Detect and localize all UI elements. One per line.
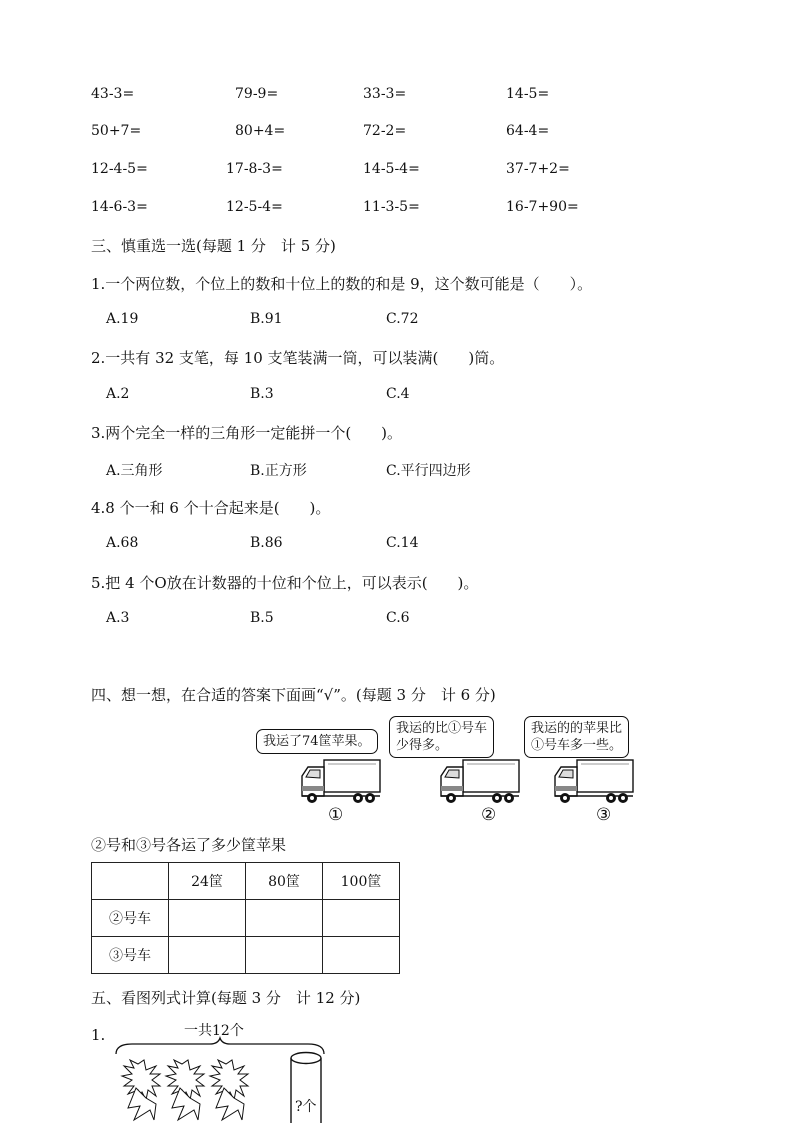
total-label: 一共12个 <box>184 1023 244 1039</box>
question-4: 4.8 个一和 6 个十合起来是( )。 <box>91 499 331 517</box>
calc-item: 79-9= <box>235 86 279 102</box>
section3-heading: 三、慎重选一选(每题 1 分 计 5 分) <box>91 237 336 255</box>
bubble-line: 少得多。 <box>396 738 449 753</box>
calc-item: 16-7+90= <box>506 199 579 215</box>
option-a: A.三角形 <box>106 463 163 479</box>
bubble-line: 我运了74筐苹果。 <box>263 734 371 749</box>
calc-item: 14-5= <box>506 86 550 102</box>
table-header-row <box>92 863 400 900</box>
truck-label: ① <box>328 805 344 825</box>
truck-icon <box>437 758 521 806</box>
option-a: A.19 <box>106 311 139 327</box>
question-2: 2.一共有 32 支笔，每 10 支笔装满一筒，可以装满( )筒。 <box>91 349 505 367</box>
bubble-line: 我运的的苹果比 <box>531 721 623 736</box>
answer-cell[interactable] <box>169 900 246 937</box>
answer-table <box>91 862 400 974</box>
table-header-cell <box>92 863 169 900</box>
bubble-line: 我运的比①号车 <box>396 721 488 736</box>
calc-item: 37-7+2= <box>506 161 570 177</box>
option-b: B.91 <box>250 311 283 327</box>
cylinder-label: ?个 <box>295 1099 317 1115</box>
answer-cell[interactable] <box>323 937 400 974</box>
calc-item: 33-3= <box>363 86 407 102</box>
table-row <box>92 937 400 974</box>
calc-item: 72-2= <box>363 123 407 139</box>
section4-heading: 四、想一想，在合适的答案下面画“√”。(每题 3 分 计 6 分) <box>91 686 496 704</box>
speech-bubble-truck-3 <box>524 716 629 758</box>
calc-item: 14-5-4= <box>363 161 420 177</box>
option-c: C.6 <box>386 610 410 626</box>
option-b: B.5 <box>250 610 274 626</box>
option-a: A.2 <box>106 386 130 402</box>
calc-item: 43-3= <box>91 86 135 102</box>
fruit-bunch-icon <box>118 1058 258 1123</box>
table-caption: ②号和③号各运了多少筐苹果 <box>91 836 287 854</box>
table-row <box>92 900 400 937</box>
option-c: C.72 <box>386 311 419 327</box>
truck-label: ③ <box>596 805 612 825</box>
option-a: A.68 <box>106 535 139 551</box>
answer-cell[interactable] <box>246 900 323 937</box>
speech-bubble-truck-1 <box>256 729 378 754</box>
option-b: B.86 <box>250 535 283 551</box>
calc-item: 80+4= <box>235 123 286 139</box>
answer-cell[interactable] <box>323 900 400 937</box>
option-b: B.3 <box>250 386 274 402</box>
row-label: ③号车 <box>92 937 169 974</box>
option-c: C.14 <box>386 535 419 551</box>
calc-item: 11-3-5= <box>363 199 420 215</box>
option-b: B.正方形 <box>250 463 307 479</box>
calc-item: 14-6-3= <box>91 199 148 215</box>
question-5: 5.把 4 个O放在计数器的十位和个位上，可以表示( )。 <box>91 574 479 592</box>
question-1: 1.一个两位数，个位上的数和十位上的数的和是 9，这个数可能是（ ）。 <box>91 275 593 293</box>
option-c: C.4 <box>386 386 410 402</box>
calc-item: 12-5-4= <box>226 199 283 215</box>
table-header-cell: 24筐 <box>169 863 246 900</box>
question-3: 3.两个完全一样的三角形一定能拼一个( )。 <box>91 424 403 442</box>
section5-heading: 五、看图列式计算(每题 3 分 计 12 分) <box>91 989 361 1007</box>
calc-item: 12-4-5= <box>91 161 148 177</box>
calc-item: 17-8-3= <box>226 161 283 177</box>
truck-icon <box>298 758 382 806</box>
answer-cell[interactable] <box>246 937 323 974</box>
calc-item: 50+7= <box>91 123 142 139</box>
table-header-cell: 80筐 <box>246 863 323 900</box>
truck-label: ② <box>481 805 497 825</box>
truck-icon <box>551 758 635 806</box>
calc-item: 64-4= <box>506 123 550 139</box>
option-a: A.3 <box>106 610 130 626</box>
speech-bubble-truck-2 <box>389 716 494 758</box>
answer-cell[interactable] <box>169 937 246 974</box>
question-number: 1. <box>91 1026 106 1044</box>
row-label: ②号车 <box>92 900 169 937</box>
table-header-cell: 100筐 <box>323 863 400 900</box>
option-c: C.平行四边形 <box>386 463 471 479</box>
bubble-line: ①号车多一些。 <box>531 738 623 753</box>
